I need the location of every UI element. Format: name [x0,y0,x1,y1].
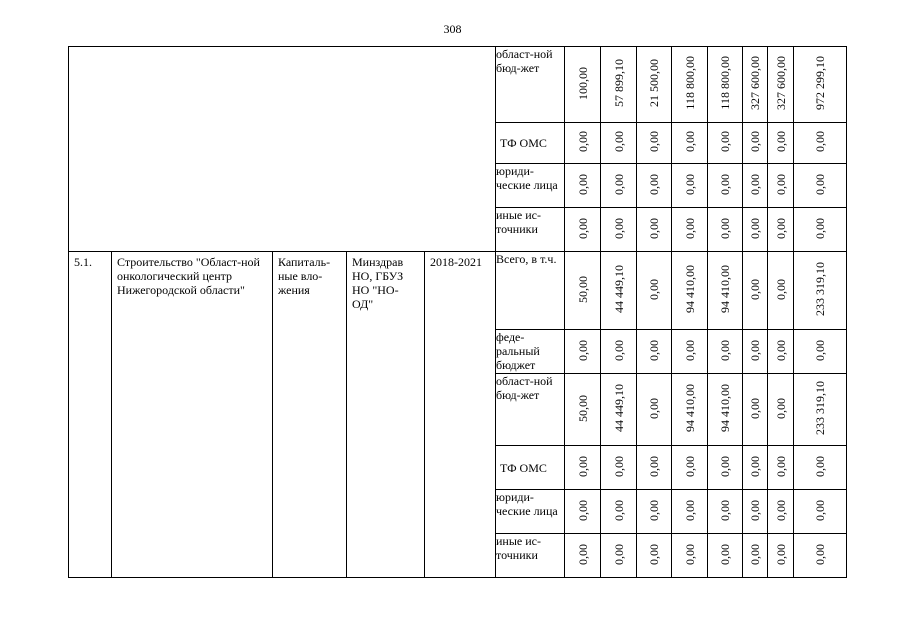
value-text: 0,00 [813,543,827,565]
period: 2018-2021 [430,255,482,269]
value-text: 0,00 [575,339,590,361]
value-cell [794,330,847,374]
value-cell [708,330,743,374]
value-text: 0,00 [748,543,762,565]
value-cell [708,252,743,330]
value-cell [565,208,601,252]
value-cell [672,208,708,252]
value-cell [601,446,637,490]
table-row [69,252,847,330]
value-cell [672,164,708,208]
expense-category: Капиталь-ные вло-жения [278,255,331,297]
program-number-cell [69,252,112,578]
value-text: 0,00 [611,339,626,361]
value-cell [672,534,708,578]
value-cell [743,374,768,446]
value-text: 0,00 [773,173,788,195]
value-text: 0,00 [813,217,827,239]
value-text: 0,00 [773,131,788,152]
value-text: 0,00 [748,455,762,477]
budget-table-body [69,47,847,578]
value-cell [794,446,847,490]
funding-source: област-ной бюд-жет [496,47,565,123]
value-cell [601,534,637,578]
value-cell [637,446,672,490]
value-cell [601,252,637,330]
value-cell [794,374,847,446]
value-cell [637,123,672,164]
value-cell [708,164,743,208]
value-text: 94 410,00 [682,384,697,432]
value-text: 118 800,00 [682,56,697,110]
value-text: 0,00 [748,173,762,195]
value-text: 0,00 [718,339,732,361]
value-text: 0,00 [611,217,626,239]
value-cell [601,208,637,252]
value-text: 972 299,10 [813,56,827,110]
value-cell [637,252,672,330]
value-text: 0,00 [748,499,762,521]
value-cell [672,446,708,490]
value-text: 0,00 [718,455,732,477]
value-cell [794,534,847,578]
value-text: 0,00 [718,173,732,195]
value-text: 0,00 [718,131,732,152]
value-text: 0,00 [575,499,590,521]
value-cell [565,330,601,374]
value-cell [768,164,794,208]
value-text: 0,00 [647,455,661,477]
value-cell [565,534,601,578]
executor-cell [347,252,425,578]
value-text: 0,00 [575,217,590,239]
value-text: 0,00 [773,499,788,521]
value-cell [743,123,768,164]
value-text: 0,00 [748,217,762,239]
value-cell [794,252,847,330]
value-cell [637,490,672,534]
value-cell [565,374,601,446]
value-text: 0,00 [611,543,626,565]
value-text: 0,00 [647,131,661,152]
value-text: 50,00 [575,394,590,422]
value-text: 0,00 [813,455,827,477]
page-number: 308 [443,22,462,36]
value-cell [794,208,847,252]
value-cell [708,208,743,252]
value-text: 327 600,00 [748,56,762,110]
value-text: 0,00 [682,499,697,521]
value-text: 94 410,00 [718,265,732,313]
value-cell [637,208,672,252]
value-cell [768,252,794,330]
value-text: 0,00 [748,278,762,300]
value-text: 0,00 [647,397,661,419]
value-text: 327 600,00 [773,56,788,110]
value-text: 0,00 [718,499,732,521]
value-cell [794,123,847,164]
value-text: 0,00 [647,278,661,300]
value-cell [601,374,637,446]
value-cell [672,374,708,446]
value-text: 57 899,10 [611,59,626,107]
funding-source: феде-ральный бюджет [496,330,565,374]
value-text: 0,00 [611,455,626,477]
value-text: 0,00 [773,217,788,239]
continuation-cell [69,47,496,252]
table-row [69,47,847,123]
value-text: 0,00 [575,543,590,565]
value-cell [708,534,743,578]
program-number: 5.1. [74,255,92,269]
expense-category-cell [273,252,347,578]
executor: Минздрав НО, ГБУЗ НО "НО-ОД" [352,255,404,311]
program-name: Строительство "Област-ной онкологический центр Нижегородской области" [117,255,260,297]
funding-source: ТФ ОМС [496,123,565,164]
value-cell [565,490,601,534]
value-cell [768,208,794,252]
value-cell [565,164,601,208]
value-text: 0,00 [813,173,827,195]
value-cell [794,47,847,123]
value-text: 94 410,00 [718,384,732,432]
funding-source: иные ис-точники [496,534,565,578]
value-text: 0,00 [647,173,661,195]
value-cell [601,490,637,534]
value-cell [768,490,794,534]
value-cell [637,47,672,123]
value-cell [768,330,794,374]
value-cell [794,490,847,534]
funding-source: юриди-ческие лица [496,490,565,534]
funding-source: иные ис-точники [496,208,565,252]
value-cell [601,330,637,374]
value-cell [708,123,743,164]
budget-table [68,46,847,578]
value-text: 0,00 [773,543,788,565]
value-text: 0,00 [611,131,626,152]
value-cell [672,330,708,374]
value-cell [708,490,743,534]
value-cell [637,164,672,208]
value-cell [601,123,637,164]
period-cell [425,252,496,578]
value-cell [672,47,708,123]
value-cell [768,123,794,164]
value-cell [672,123,708,164]
value-cell [768,446,794,490]
value-cell [601,164,637,208]
value-text: 0,00 [773,339,788,361]
value-text: 0,00 [682,455,697,477]
value-text: 0,00 [611,173,626,195]
value-text: 0,00 [813,499,827,521]
value-text: 233 319,10 [813,381,827,435]
value-cell [708,47,743,123]
value-text: 0,00 [773,278,788,300]
value-cell [743,330,768,374]
value-cell [565,252,601,330]
value-text: 44 449,10 [611,384,626,432]
value-text: 0,00 [773,455,788,477]
value-text: 0,00 [813,339,827,361]
value-cell [743,490,768,534]
value-cell [708,374,743,446]
value-cell [637,330,672,374]
value-cell [672,252,708,330]
value-cell [565,446,601,490]
value-text: 0,00 [718,217,732,239]
value-text: 0,00 [647,543,661,565]
funding-source: Всего, в т.ч. [496,252,565,330]
value-cell [637,534,672,578]
value-text: 233 319,10 [813,262,827,316]
value-text: 0,00 [647,499,661,521]
value-cell [768,534,794,578]
value-text: 0,00 [682,131,697,152]
value-text: 0,00 [647,217,661,239]
value-text: 94 410,00 [682,265,697,313]
value-cell [794,164,847,208]
value-text: 0,00 [682,543,697,565]
value-cell [565,123,601,164]
value-text: 44 449,10 [611,265,626,313]
value-text: 0,00 [773,397,788,419]
value-text: 0,00 [748,131,762,152]
value-cell [672,490,708,534]
value-text: 0,00 [575,173,590,195]
value-text: 0,00 [575,455,590,477]
value-text: 0,00 [682,173,697,195]
value-text: 0,00 [682,217,697,239]
value-cell [743,208,768,252]
value-text: 0,00 [575,131,590,152]
value-cell [601,47,637,123]
value-cell [637,374,672,446]
value-cell [743,534,768,578]
value-text: 0,00 [813,131,827,152]
value-text: 0,00 [748,397,762,419]
value-text: 100,00 [575,66,590,100]
value-text: 0,00 [611,499,626,521]
value-cell [743,446,768,490]
value-cell [708,446,743,490]
value-text: 0,00 [748,339,762,361]
value-cell [768,374,794,446]
value-cell [743,47,768,123]
funding-source: юриди-ческие лица [496,164,565,208]
funding-source: област-ной бюд-жет [496,374,565,446]
funding-source: ТФ ОМС [496,446,565,490]
value-text: 118 800,00 [718,56,732,110]
value-cell [743,164,768,208]
value-text: 0,00 [682,339,697,361]
value-text: 21 500,00 [647,59,661,107]
value-cell [565,47,601,123]
value-cell [768,47,794,123]
value-text: 50,00 [575,275,590,303]
value-text: 0,00 [647,339,661,361]
value-cell [743,252,768,330]
value-text: 0,00 [718,543,732,565]
program-name-cell [112,252,273,578]
